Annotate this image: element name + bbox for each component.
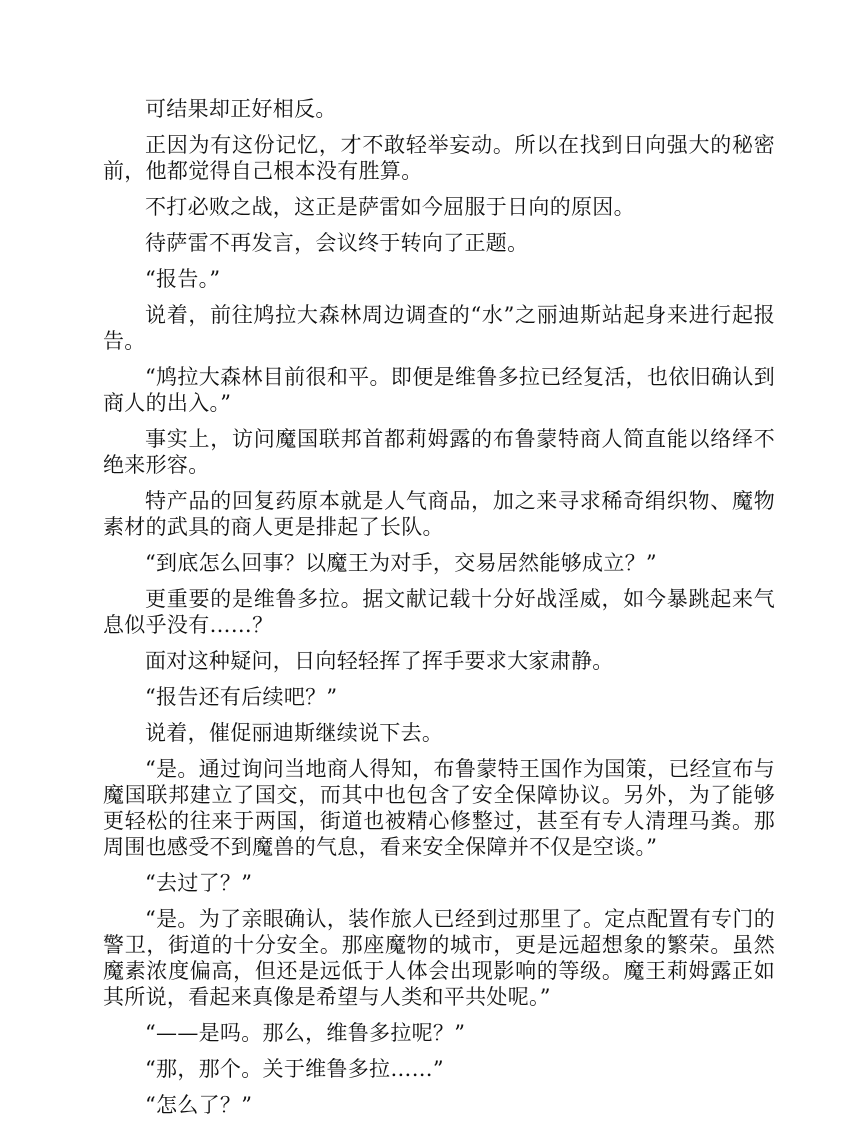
paragraph-8: 事实上，访问魔国联邦首都莉姆露的布鲁蒙特商人简直能以络绎不绝来形容。 xyxy=(103,427,775,477)
paragraph-2: 正因为有这份记忆，才不敢轻举妄动。所以在找到日向强大的秘密前，他都觉得自己根本没有胜算。 xyxy=(103,133,775,183)
text-body xyxy=(103,96,775,1128)
paragraph-12: 面对这种疑问，日向轻轻挥了挥手要求大家肃静。 xyxy=(145,649,614,673)
paragraph-14: 说着，催促丽迪斯继续说下去。 xyxy=(145,721,444,745)
paragraph-3: 不打必败之战，这正是萨雷如今屈服于日向的原因。 xyxy=(145,195,635,219)
paragraph-13: “报告还有后续吧？” xyxy=(145,685,338,709)
paragraph-6: 说着，前往鸠拉大森林周边调查的“水”之丽迪斯站起身来进行起报告。 xyxy=(103,303,775,353)
paragraph-5: “报告。” xyxy=(145,267,221,291)
paragraph-7: “鸠拉大森林目前很和平。即便是维鲁多拉已经复活，也依旧确认到商人的出入。” xyxy=(103,365,775,415)
paragraph-15: “是。通过询问当地商人得知，布鲁蒙特王国作为国策，已经宣布与魔国联邦建立了国交，而其中也包含了安全保障协议。另外，为了能够更轻松的往来于两国，街道也被精心修整过，甚至有专人清理马粪。那周围也感受不到魔兽的气息，看来安全保障并不仅是空谈。” xyxy=(103,757,775,859)
paragraph-10: “到底怎么回事？以魔王为对手，交易居然能够成立？” xyxy=(145,551,657,575)
paragraph-20: “怎么了？” xyxy=(145,1093,253,1117)
paragraph-16: “去过了？” xyxy=(145,871,253,895)
paragraph-4: 待萨雷不再发言，会议终于转向了正题。 xyxy=(145,231,529,255)
paragraph-1: 可结果却正好相反。 xyxy=(145,97,337,121)
paragraph-19: “那，那个。关于维鲁多拉……” xyxy=(145,1057,444,1081)
paragraph-17: “是。为了亲眼确认，装作旅人已经到过那里了。定点配置有专门的警卫，街道的十分安全。那座魔物的城市，更是远超想象的繁荣。虽然魔素浓度偏高，但还是远低于人体会出现影响的等级。魔王莉姆露正如其所说，看起来真像是希望与人类和平共处呢。” xyxy=(103,907,775,1009)
paragraph-11: 更重要的是维鲁多拉。据文献记载十分好战淫威，如今暴跳起来气息似乎没有……？ xyxy=(103,587,775,637)
paragraph-18: “——是吗。那么，维鲁多拉呢？” xyxy=(145,1021,466,1045)
paragraph-9: 特产品的回复药原本就是人气商品，加之来寻求稀奇绢织物、魔物素材的武具的商人更是排起了长队。 xyxy=(103,489,775,539)
